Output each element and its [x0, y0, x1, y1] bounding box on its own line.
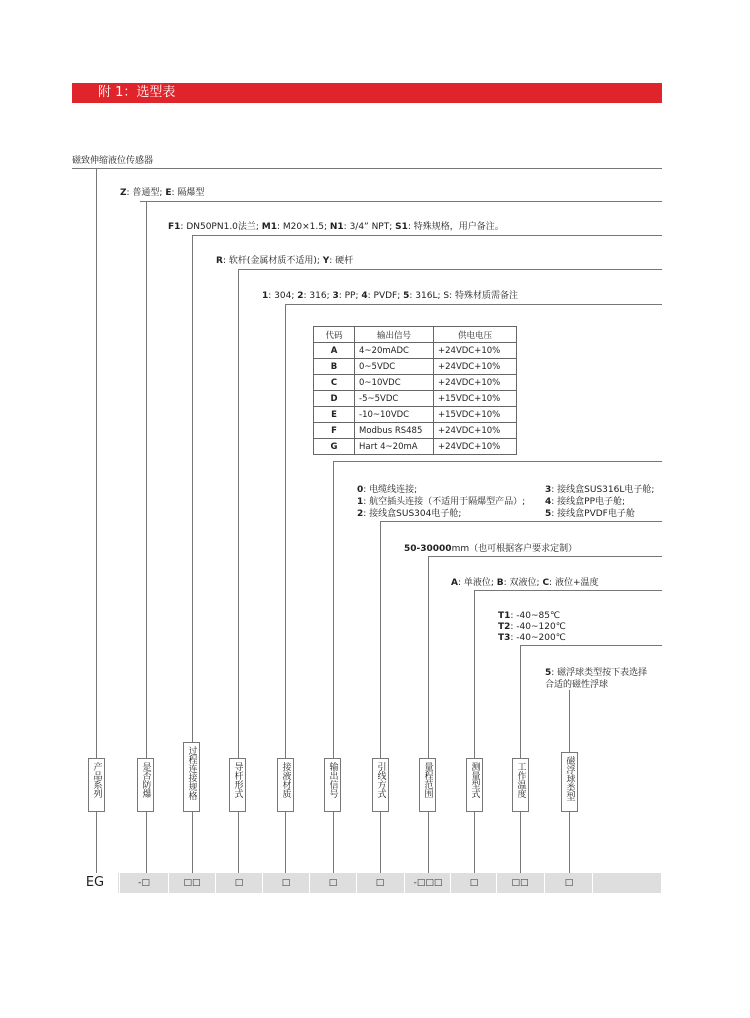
code-cell: □□ [511, 878, 529, 888]
column-label: 产品系列 [88, 758, 105, 812]
code-cell: -□ [138, 878, 150, 888]
signal-table-header [314, 327, 517, 343]
column-label: 工作温度 [512, 758, 529, 812]
code-separator [404, 873, 405, 893]
code-separator [450, 873, 451, 893]
product-title: 磁致伸缩液位传感器 [72, 156, 154, 166]
signal-table [313, 326, 517, 455]
code-cell: □ [234, 878, 244, 888]
lead-option-5: 5: 接线盒PVDF电子舱 [545, 509, 635, 519]
temp-option-1: T1: -40~85℃ [498, 611, 561, 621]
connection-rule [192, 235, 662, 236]
code-separator [544, 873, 545, 893]
column-label: 磁浮球类型 [561, 752, 578, 812]
header-signal: 输出信号 [355, 327, 434, 343]
code-prefix: EG [72, 873, 118, 893]
range-rule [428, 556, 662, 557]
temp-option-3: T3: -40~200℃ [498, 633, 566, 643]
code-separator [119, 873, 120, 893]
lead-option-3: 3: 接线盒SUS316L电子舱; [545, 485, 655, 495]
explosion-rule [140, 201, 662, 202]
table-row: C 0~10VDC +24VDC+10% [314, 375, 517, 391]
code-cell: □□ [183, 878, 201, 888]
code-separator [356, 873, 357, 893]
lead-option-0: 0: 电缆线连接; [357, 485, 418, 495]
code-cell: □ [469, 878, 479, 888]
rod-type-options: R: 软杆(金属材质不适用); Y: 硬杆 [216, 256, 354, 266]
code-separator [496, 873, 497, 893]
connector-line [380, 521, 381, 873]
table-row: D -5~5VDC +15VDC+10% [314, 391, 517, 407]
section-banner [72, 83, 662, 103]
table-row: G Hart 4~20mA +24VDC+10% [314, 439, 517, 455]
product-title-rule [72, 168, 662, 169]
measure-options: A: 单液位; B: 双液位; C: 液位+温度 [451, 578, 599, 588]
code-cell: -□□□ [413, 878, 443, 888]
measure-rule [474, 590, 662, 591]
material-rule [285, 304, 662, 305]
connector-line [428, 556, 429, 873]
column-label: 过程连接规格 [183, 742, 200, 812]
column-label: 是否防爆 [137, 758, 154, 812]
float-option-note: 合适的磁性浮球 [545, 680, 609, 690]
temp-rule [520, 645, 662, 646]
table-row: E -10~10VDC +15VDC+10% [314, 407, 517, 423]
temp-option-2: T2: -40~120℃ [498, 622, 566, 632]
material-options: 1: 304; 2: 316; 3: PP; 4: PVDF; 5: 316L; S: 特殊材质需备注 [262, 291, 518, 301]
signal-rule [333, 461, 662, 462]
column-label: 测量型式 [466, 758, 483, 812]
table-row: A 4~20mADC +24VDC+10% [314, 343, 517, 359]
code-separator [309, 873, 310, 893]
header-code: 代码 [314, 327, 355, 343]
lead-option-1: 1: 航空插头连接（不适用于隔爆型产品）; [357, 497, 526, 507]
code-cell: □ [375, 878, 385, 888]
lead-rule [380, 521, 662, 522]
code-cell: □ [564, 878, 574, 888]
lead-option-4: 4: 接线盒PP电子舱; [545, 497, 626, 507]
float-option: 5: 磁浮球类型按下表选择 [545, 668, 648, 678]
connector-line [474, 590, 475, 873]
code-separator [262, 873, 263, 893]
column-label: 导杆形式 [229, 758, 246, 812]
rod-type-rule [238, 269, 662, 270]
column-label: 接液材质 [277, 758, 294, 812]
code-separator [592, 873, 593, 893]
connection-options: F1: DN50PN1.0法兰; M1: M20×1.5; N1: 3/4” NPT; S1: 特殊规格，用户备注。 [168, 222, 504, 232]
code-separator [168, 873, 169, 893]
section-title: 附 1：选型表 [98, 85, 176, 100]
table-row: F Modbus RS485 +24VDC+10% [314, 423, 517, 439]
explosion-options: Z: 普通型; E: 隔爆型 [120, 188, 205, 198]
lead-option-2: 2: 接线盒SUS304电子舱; [357, 509, 462, 519]
code-cell: □ [328, 878, 338, 888]
column-label: 输出信号 [324, 758, 341, 812]
code-separator [215, 873, 216, 893]
column-label: 引线方式 [372, 758, 389, 812]
code-cell: □ [281, 878, 291, 888]
table-row: B 0~5VDC +24VDC+10% [314, 359, 517, 375]
range-options: 50-30000mm（也可根据客户要求定制） [404, 544, 578, 554]
column-label: 量程范围 [419, 758, 436, 812]
header-voltage: 供电电压 [434, 327, 517, 343]
